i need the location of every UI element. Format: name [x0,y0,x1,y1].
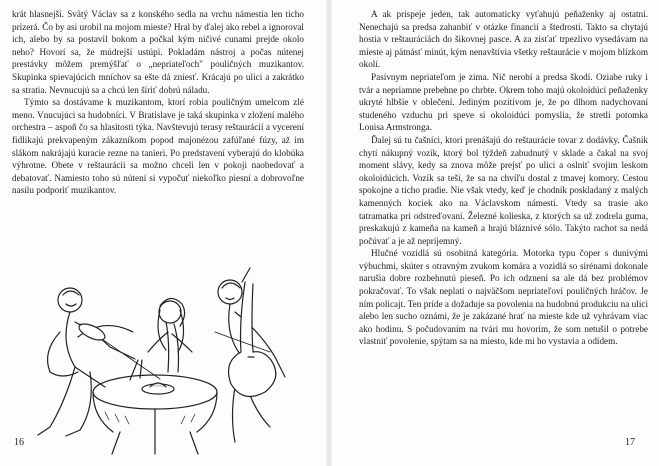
right-paragraph-3: Ďalej sú tu čašníci, ktorí prenášajú do reštaurácie tovar z dodávky. Čašník chytí nákupný vozík, ktorý bol týždeň zabudnutý v sklade a čakal na svoj moment slávy, kedy sa znova môže prejsť po ulici a oslniť svojim leskom okoloidúcich. Vozík sa teší, že sa na chvíľu dostal z tmavej komory. Cestou spokojne a ticho pradie. Nie však vtedy, keď je chodník poskladaný z malých kamenných kociek ako na Václavskom námestí. Vtedy sa trasie ako tatramatka pri odstreďovaní. Železné kolieska, z ktorých sa už zodrela guma, preskakujú z kameňa na kameň a hrajú bláznivé sólo. Takýto rachot sa nedá počúvať a je až nepríjemný. [359,134,648,246]
left-page-text [12,8,304,197]
left-paragraph-2: Týmto sa dostávame k muzikantom, ktorí robia pouličným umelcom zlé meno. Vnucujúci sa hudobníci. V Bratislave je taká skupinka v zložení malého orchestra – aspoň čo sa hlasitosti týka. Navštevujú terasy reštaurácií a vycerení fidlikajú prekvapeným zákazníkom popod majonézou zafúľané fúzy, až im slákom nakrájajú kuracie rezne na tanieri. Po predstavení vyberajú do klobúka výhrotne. Obete v reštaurácii sa možno chceli len v pokoji naobedovať a debatovať. Namiesto toho sú nútení si vypočuť niekoľko piesní a dobrovoľne nasilu podporiť muzikantov. [12,97,304,196]
left-page-number: 16 [14,437,24,448]
left-page [0,0,328,466]
right-paragraph-4: Hlučné vozidlá sú osobitná kategória. Motorka typu čoper s dunivými výbuchmi, skúter s otravným zvukom komára a vozidlá so sirénami dokonale narušia dobre rozbehnutú pieseň. Po ich odznení sa ale dá bez problémov pokračovať. To však neplatí o najväčšom nepriateľovi pouličných hráčov. Je ním policajt. Ten príde a dožaduje sa povolenia na hudobnú produkciu na ulici alebo len sucho oznámi, že je zakázané hrať na mieste kde už vyhrávam viac ako hodinu. S počudovaním na tvári mu hovorím, že som netušil o potrebe vlastniť povolenie, spýtam sa na miesto, kde mi ho vystavia a odídem. [359,248,648,347]
left-paragraph-1: krát hlasnejší. Svätý Václav sa z konského sedla na vrchu námestia len ticho prizerá. Čo by asi urobil na mojom mieste? Hral by ďalej ako rebel a ignoroval ich, alebo by sa postavil bokom a počkal kým ničivé cunami prejde okolo neho? Hovorí sa, že múdrejší ustúpi. Pokladám nástroj a počas nútenej prestávky môžem premýšľať o „nepriateľoch" pouličných muzikantov. Skupinka spievajúcich mníchov sa ešte dá zniesť. Krácajú po ulici a zakrátko sa stratia. Nevnucujú sa a chcú len šíriť dobrú náladu. [12,9,304,95]
musicians-drawing-icon [30,262,300,462]
right-paragraph-2: Pasívnym nepriateľom je zima. Nič nerobí a predsa škodí. Oziabe ruky i tvár a nepriamne prebehne po chrbte. Okrem toho majú okoloidúci peňaženky ukryté hlbšie v oblečení. Jediným pozitívom je, že po dlhom nadychovaní studeného vzduchu pri speve si okoloidúci pomyslia, že stretli potomka Louisa Armstronga. [359,71,648,133]
right-page-text [359,8,648,348]
right-page [331,0,659,466]
right-page-number: 17 [625,437,635,448]
right-paragraph-1: A ak prispeje jeden, tak automaticky vyťahujú peňaženky aj ostatní. Nenechajú sa predsa zahanbiť v otázke financií a štedrosti. Takto sa chytajú hostia v reštauráciách do šikovnej pasce. A za zisťať trpezlivo vysedávam na mieste aj pätnásť minút, kým nenavštívia všetky reštaurácie v mojom blízkom okolí. [359,9,648,70]
musicians-illustration [30,262,300,462]
